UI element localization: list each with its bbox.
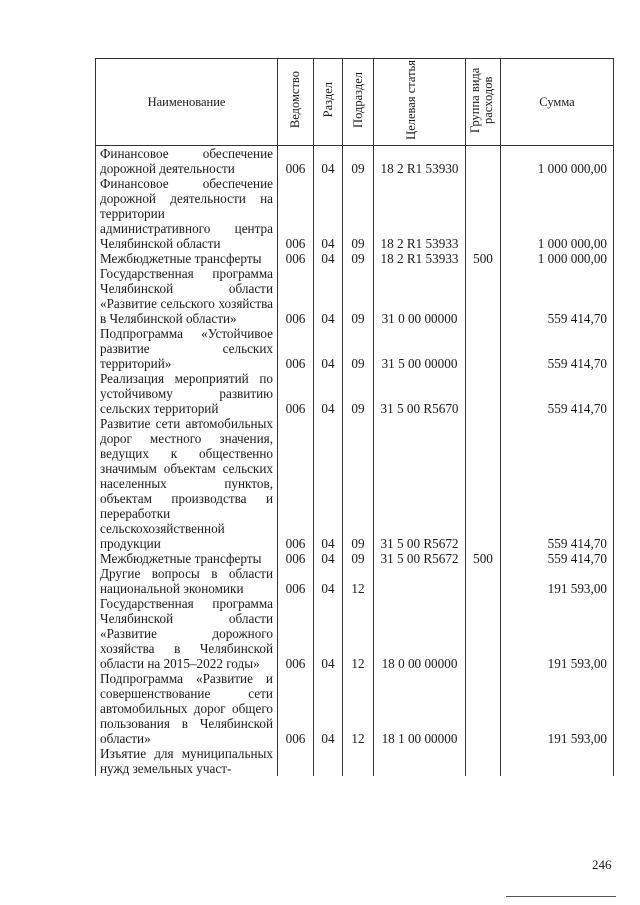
- cell-expense-group: [466, 371, 501, 416]
- table-row: [96, 176, 614, 251]
- cell-target-article: 31 5 00 R5672: [374, 551, 466, 566]
- table-row: [96, 596, 614, 671]
- table-row: [96, 671, 614, 746]
- cell-section: 04: [314, 416, 343, 551]
- footer-divider: [506, 896, 616, 897]
- cell-target-article: 31 5 00 R5672: [374, 416, 466, 551]
- cell-name: Подпрограмма «Развитие и совершенствование сети автомобильных дорог общего пользования в Челябинской области»: [96, 671, 278, 746]
- cell-subsection: 09: [343, 266, 374, 326]
- cell-name: Развитие сети автомобильных дорог местного значения, ведущих к общественно значимым объектам сельских населенных пунктов, объектам производства и переработки сельскохозяйственной продукции: [96, 416, 278, 551]
- cell-sum: 191 593,00: [501, 566, 614, 596]
- cell-department: 006: [278, 251, 314, 266]
- cell-sum: 559 414,70: [501, 266, 614, 326]
- cell-subsection: 09: [343, 416, 374, 551]
- table-row: [96, 266, 614, 326]
- cell-department: 006: [278, 326, 314, 371]
- cell-section: 04: [314, 146, 343, 177]
- cell-expense-group: [466, 596, 501, 671]
- table-header-row: [96, 59, 614, 146]
- cell-department: 006: [278, 416, 314, 551]
- cell-section: 04: [314, 251, 343, 266]
- cell-section: 04: [314, 566, 343, 596]
- header-target-article: Целевая статья: [374, 59, 466, 146]
- cell-name: Финансовое обеспечение дорожной деятельности на территории административного центра Челябинской области: [96, 176, 278, 251]
- cell-sum: 1 000 000,00: [501, 251, 614, 266]
- table-row: [96, 746, 614, 776]
- cell-sum: 559 414,70: [501, 371, 614, 416]
- cell-expense-group: [466, 746, 501, 776]
- cell-target-article: 18 0 00 00000: [374, 596, 466, 671]
- cell-target-article: 18 2 R1 53933: [374, 251, 466, 266]
- cell-target-article: 18 1 00 00000: [374, 671, 466, 746]
- cell-department: 006: [278, 146, 314, 177]
- cell-department: 006: [278, 551, 314, 566]
- cell-name: Реализация мероприятий по устойчивому развитию сельских территорий: [96, 371, 278, 416]
- cell-target-article: 18 2 R1 53930: [374, 146, 466, 177]
- cell-subsection: [343, 746, 374, 776]
- table-row: [96, 326, 614, 371]
- cell-subsection: 12: [343, 596, 374, 671]
- cell-sum: 191 593,00: [501, 596, 614, 671]
- cell-department: 006: [278, 371, 314, 416]
- cell-expense-group: [466, 566, 501, 596]
- cell-section: [314, 746, 343, 776]
- cell-section: 04: [314, 371, 343, 416]
- cell-sum: 1 000 000,00: [501, 146, 614, 177]
- cell-target-article: [374, 566, 466, 596]
- header-expense-group: Группа вида расходов: [466, 59, 501, 146]
- table-body: [96, 146, 614, 777]
- table-row: [96, 146, 614, 177]
- cell-name: Подпрограмма «Устойчивое развитие сельских территорий»: [96, 326, 278, 371]
- cell-subsection: 09: [343, 251, 374, 266]
- cell-sum: 559 414,70: [501, 416, 614, 551]
- cell-section: 04: [314, 551, 343, 566]
- cell-department: 006: [278, 566, 314, 596]
- cell-expense-group: 500: [466, 251, 501, 266]
- cell-name: Государственная программа Челябинской области «Развитие сельского хозяйства в Челябинской области»: [96, 266, 278, 326]
- cell-section: 04: [314, 671, 343, 746]
- table-row: [96, 416, 614, 551]
- cell-name: Межбюджетные трансферты: [96, 251, 278, 266]
- table-row: [96, 371, 614, 416]
- cell-sum: 1 000 000,00: [501, 176, 614, 251]
- cell-section: 04: [314, 266, 343, 326]
- table-row: [96, 566, 614, 596]
- table-row: [96, 251, 614, 266]
- cell-subsection: 09: [343, 326, 374, 371]
- cell-name: Финансовое обеспечение дорожной деятельности: [96, 146, 278, 177]
- cell-department: 006: [278, 266, 314, 326]
- cell-sum: 191 593,00: [501, 671, 614, 746]
- cell-name: Межбюджетные трансферты: [96, 551, 278, 566]
- page-number: 246: [592, 857, 612, 872]
- cell-target-article: 31 5 00 00000: [374, 326, 466, 371]
- cell-section: 04: [314, 596, 343, 671]
- cell-subsection: 09: [343, 551, 374, 566]
- budget-table: [95, 58, 614, 776]
- cell-name: Государственная программа Челябинской области «Развитие дорожного хозяйства в Челябинской области на 2015–2022 годы»: [96, 596, 278, 671]
- cell-expense-group: [466, 176, 501, 251]
- cell-subsection: 09: [343, 146, 374, 177]
- cell-expense-group: [466, 146, 501, 177]
- header-department: Ведомство: [278, 59, 314, 146]
- header-subsection: Подраздел: [343, 59, 374, 146]
- cell-name: Другие вопросы в области национальной экономики: [96, 566, 278, 596]
- cell-expense-group: 500: [466, 551, 501, 566]
- cell-section: 04: [314, 176, 343, 251]
- cell-subsection: 09: [343, 371, 374, 416]
- cell-subsection: 09: [343, 176, 374, 251]
- cell-expense-group: [466, 416, 501, 551]
- cell-department: 006: [278, 176, 314, 251]
- cell-department: [278, 746, 314, 776]
- header-name: Наименование: [96, 59, 278, 146]
- cell-department: 006: [278, 596, 314, 671]
- table-row: [96, 551, 614, 566]
- cell-sum: 559 414,70: [501, 551, 614, 566]
- cell-name: Изъятие для муниципальных нужд земельных участ-: [96, 746, 278, 776]
- cell-subsection: 12: [343, 671, 374, 746]
- header-sum: Сумма: [501, 59, 614, 146]
- cell-sum: 559 414,70: [501, 326, 614, 371]
- cell-section: 04: [314, 326, 343, 371]
- cell-expense-group: [466, 266, 501, 326]
- cell-target-article: 31 5 00 R5670: [374, 371, 466, 416]
- cell-expense-group: [466, 326, 501, 371]
- cell-department: 006: [278, 671, 314, 746]
- cell-expense-group: [466, 671, 501, 746]
- cell-subsection: 12: [343, 566, 374, 596]
- cell-target-article: 18 2 R1 53933: [374, 176, 466, 251]
- cell-sum: [501, 746, 614, 776]
- cell-target-article: [374, 746, 466, 776]
- header-section: Раздел: [314, 59, 343, 146]
- cell-target-article: 31 0 00 00000: [374, 266, 466, 326]
